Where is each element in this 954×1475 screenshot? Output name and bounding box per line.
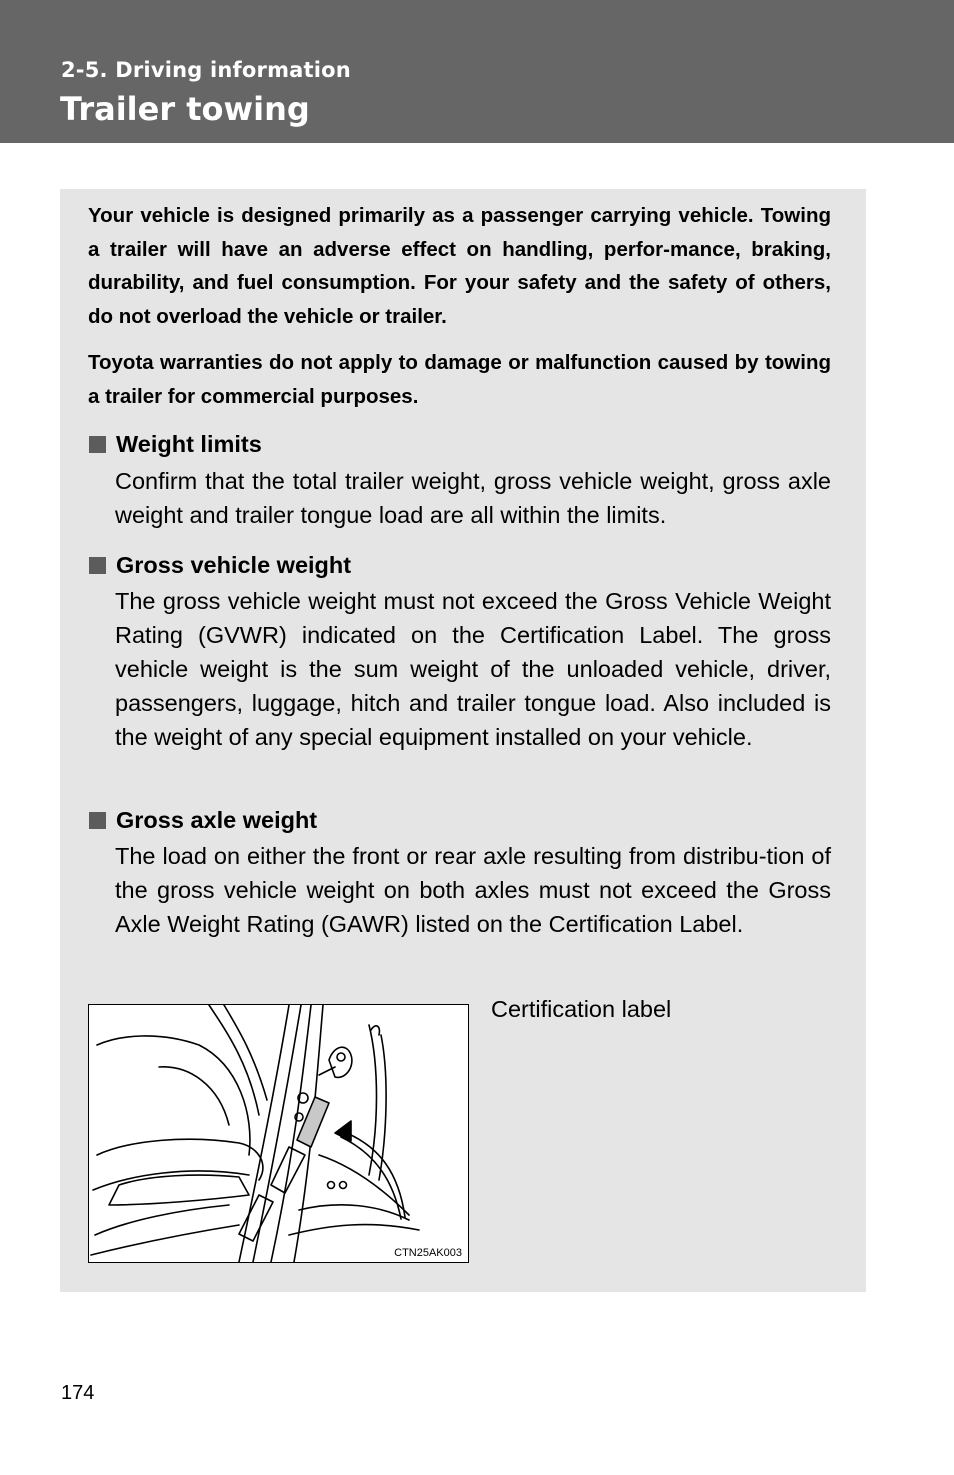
figure-caption: Certification label bbox=[491, 996, 672, 1022]
gross-vehicle-weight-text: The gross vehicle weight must not exceed the Gross Vehicle Weight Rating (GVWR) indicated on the Certification Label. The gross vehicle weight is the sum weight of the unloaded vehicle, driver, passengers, luggage, hitch and trailer tongue load. Also included is the weight of any special equipment installed on your vehicle. bbox=[115, 588, 831, 750]
content-panel bbox=[60, 189, 866, 1292]
warranty-paragraph: Toyota warranties do not apply to damage or malfunction caused by towing a trailer for commercial purposes. bbox=[88, 351, 831, 408]
certification-label-illustration bbox=[88, 1004, 469, 1263]
page-title: Trailer towing bbox=[60, 90, 310, 128]
section-label: 2-5. Driving information bbox=[61, 58, 351, 82]
figure-code: CTN25AK003 bbox=[394, 1247, 462, 1259]
heading-label: Gross vehicle weight bbox=[116, 551, 352, 578]
square-bullet-icon bbox=[89, 557, 106, 574]
intro-paragraph: Your vehicle is designed primarily as a passenger carrying vehicle. Towing a trailer will have an adverse effect on handling, perfor-mance, braking, durability, and fuel consumption. For your safety and the safety of others, do not overload the vehicle or trailer. bbox=[88, 204, 831, 329]
heading-label: Gross axle weight bbox=[116, 806, 318, 833]
square-bullet-icon bbox=[89, 436, 106, 453]
square-bullet-icon bbox=[89, 812, 106, 829]
weight-limits-text: Confirm that the total trailer weight, gross vehicle weight, gross axle weight and trailer tongue load are all within the limits. bbox=[115, 468, 831, 528]
section-heading-gross-vehicle-weight bbox=[88, 548, 351, 582]
door-pillar-drawing bbox=[89, 1005, 468, 1262]
gross-axle-weight-text: The load on either the front or rear axle resulting from distribu-tion of the gross vehicle weight on both axles must not exceed the Gross Axle Weight Rating (GAWR) listed on the Certification Label. bbox=[115, 843, 831, 937]
heading-label: Weight limits bbox=[116, 430, 262, 457]
section-heading-weight-limits bbox=[88, 427, 262, 461]
page-header bbox=[0, 0, 954, 143]
section-heading-gross-axle-weight bbox=[88, 803, 317, 837]
page-number: 174 bbox=[61, 1382, 95, 1404]
